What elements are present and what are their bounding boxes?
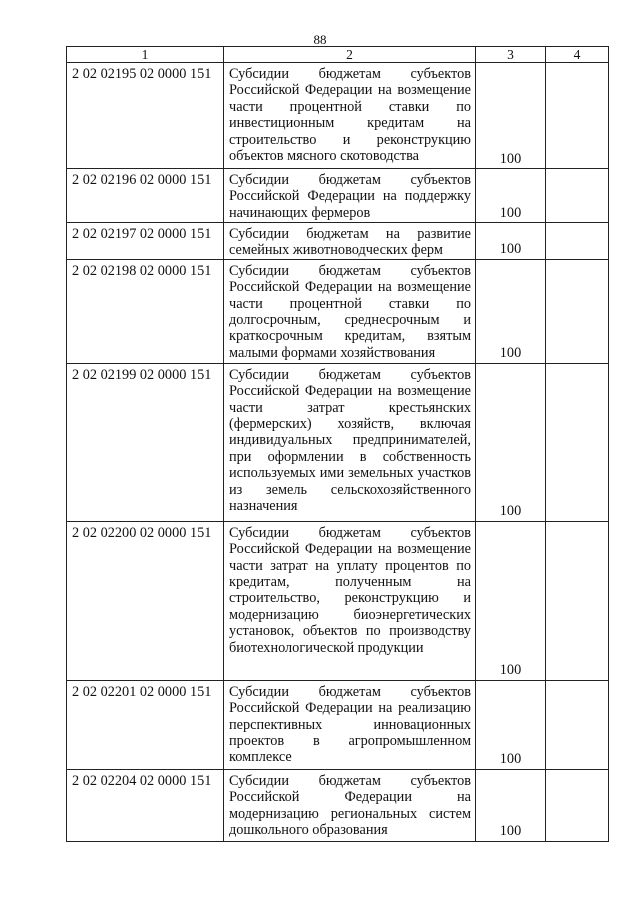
amount-value: 100	[476, 680, 546, 769]
empty-cell	[546, 769, 609, 841]
column-number-2: 2	[224, 47, 476, 63]
budget-table	[66, 46, 609, 842]
column-number-1: 1	[67, 47, 224, 63]
amount-value: 100	[476, 169, 546, 223]
empty-cell	[546, 363, 609, 521]
table-row	[67, 363, 609, 521]
subsidy-description: Субсидии бюджетам субъектов Российской Федерации на возмещение части процентной ставки по инвестиционным кредитам на строительство и реконструкцию объектов мясного скотоводства	[224, 63, 476, 169]
budget-code: 2 02 02198 02 0000 151	[67, 259, 224, 363]
amount-value: 100	[476, 521, 546, 680]
table-row	[67, 223, 609, 260]
amount-value: 100	[476, 223, 546, 260]
subsidy-description: Субсидии бюджетам на развитие семейных животноводческих ферм	[224, 223, 476, 260]
subsidy-description: Субсидии бюджетам субъектов Российской Федерации на возмещение части процентной ставки по долгосрочным, среднесрочным и краткосрочным кредитам, взятым малыми формами хозяйствования	[224, 259, 476, 363]
amount-value: 100	[476, 259, 546, 363]
amount-value: 100	[476, 769, 546, 841]
empty-cell	[546, 259, 609, 363]
table-row	[67, 63, 609, 169]
empty-cell	[546, 521, 609, 680]
column-number-4: 4	[546, 47, 609, 63]
amount-value: 100	[476, 63, 546, 169]
table-row	[67, 769, 609, 841]
budget-code: 2 02 02199 02 0000 151	[67, 363, 224, 521]
empty-cell	[546, 223, 609, 260]
subsidy-description: Субсидии бюджетам субъектов Российской Федерации на поддержку начинающих фермеров	[224, 169, 476, 223]
budget-code: 2 02 02195 02 0000 151	[67, 63, 224, 169]
table-row	[67, 169, 609, 223]
amount-value: 100	[476, 363, 546, 521]
subsidy-description: Субсидии бюджетам субъектов Российской Федерации на реализацию перспективных инновационных проектов в агропромышленном комплексе	[224, 680, 476, 769]
table-row	[67, 680, 609, 769]
budget-code: 2 02 02197 02 0000 151	[67, 223, 224, 260]
budget-code: 2 02 02201 02 0000 151	[67, 680, 224, 769]
table-row	[67, 521, 609, 680]
budget-code: 2 02 02200 02 0000 151	[67, 521, 224, 680]
page-number: 88	[313, 32, 327, 47]
empty-cell	[546, 680, 609, 769]
subsidy-description: Субсидии бюджетам субъектов Российской Федерации на возмещение части затрат на уплату процентов по кредитам, полученным на строительство, реконструкцию и модернизацию биоэнергетических установок, объектов по производству биотехнологической продукции	[224, 521, 476, 680]
subsidy-description: Субсидии бюджетам субъектов Российской Федерации на возмещение части затрат крестьянских (фермерских) хозяйств, включая индивидуальных предпринимателей, при оформлении в собственность используемых ими земельных участков из земель сельскохозяйственного назначения	[224, 363, 476, 521]
budget-code: 2 02 02196 02 0000 151	[67, 169, 224, 223]
column-number-row	[67, 47, 609, 63]
empty-cell	[546, 169, 609, 223]
subsidy-description: Субсидии бюджетам субъектов Российской Федерации на модернизацию региональных систем дошкольного образования	[224, 769, 476, 841]
column-number-3: 3	[476, 47, 546, 63]
table-row	[67, 259, 609, 363]
empty-cell	[546, 63, 609, 169]
budget-code: 2 02 02204 02 0000 151	[67, 769, 224, 841]
